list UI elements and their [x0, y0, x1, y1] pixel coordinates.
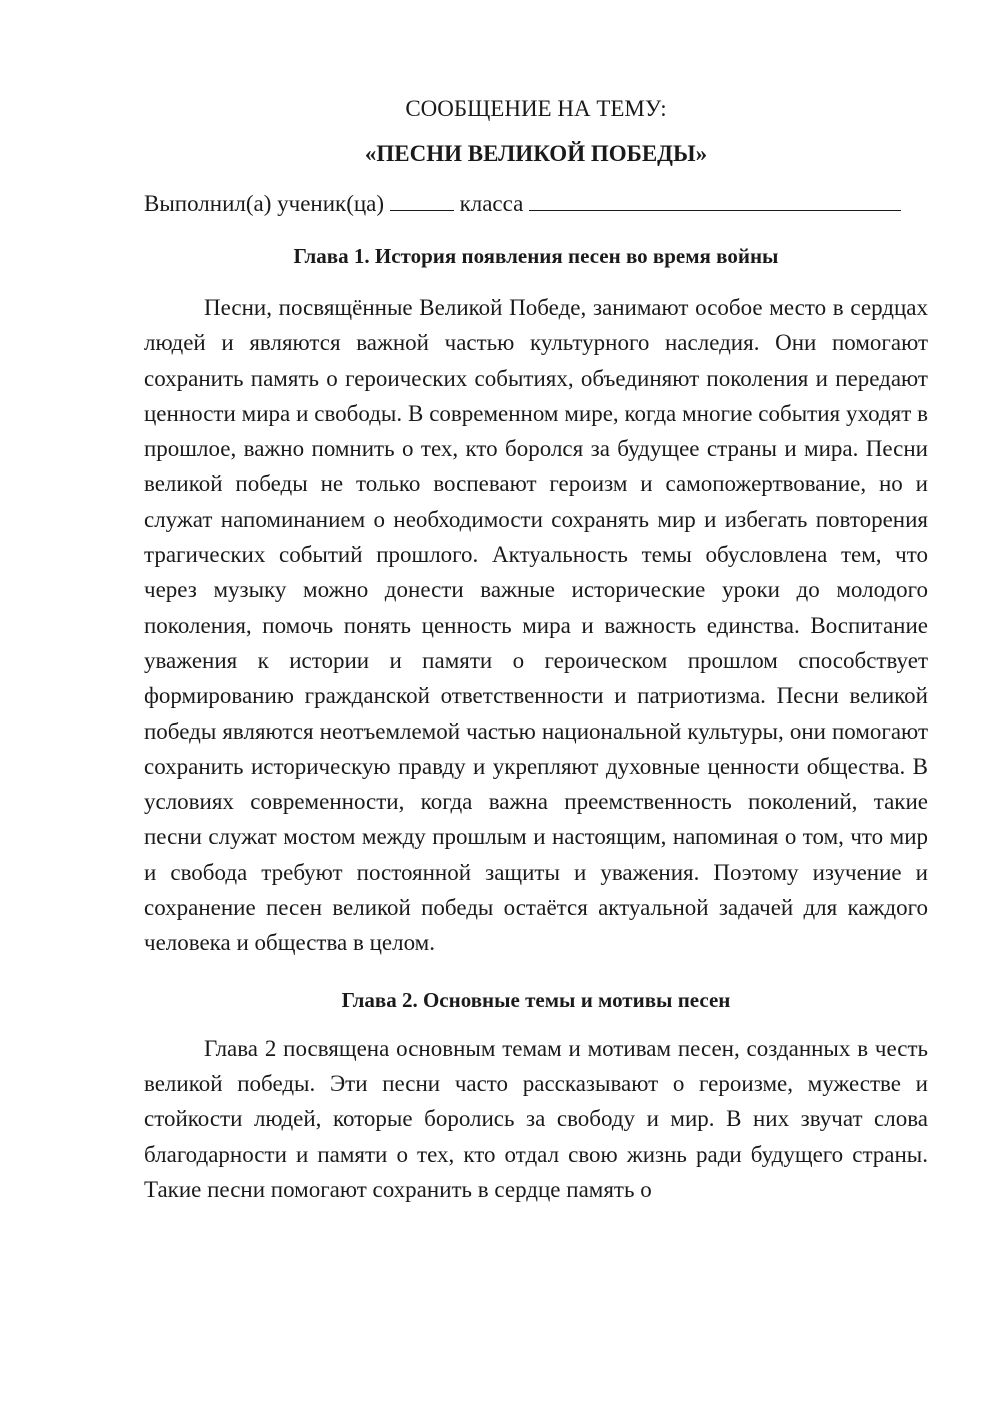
- author-prefix: Выполнил(а) ученик(ца): [144, 191, 385, 216]
- chapter-2-heading: Глава 2. Основные темы и мотивы песен: [341, 987, 731, 1012]
- document-title: «ПЕСНИ ВЕЛИКОЙ ПОБЕДЫ»: [364, 141, 708, 166]
- author-line: [144, 187, 928, 221]
- chapter-1-heading: Глава 1. История появления песен во время войны: [293, 244, 779, 268]
- chapter-2-paragraph: Глава 2 посвящена основным темам и мотивам песен, созданных в честь великой победы. Эти песни часто рассказывают о героизме, мужестве и стойкости людей, которые боролись за свободу и мир. В них звучат слова благодарности и памяти о тех, кто отдал свою жизнь ради будущего страны. Такие песни помогают сохранить в сердце память о: [144, 1035, 928, 1202]
- chapter-1-paragraph: Песни, посвящённые Великой Победе, занимают особое место в сердцах людей и являются важной частью культурного наследия. Они помогают сохранить память о героических событиях, объединяют поколения и передают ценности мира и свободы. В современном мире, когда многие события уходят в прошлое, важно помнить о тех, кто боролся за будущее страны и мира. Песни великой победы не только воспевают героизм и самопожертвование, но и служат напоминанием о необходимости сохранять мир и избегать повторения трагических событий прошлого. Актуальность темы обусловлена тем, что через музыку можно донести важные исторические уроки до молодого поколения, помочь понять ценность мира и важность единства. Воспитание уважения к истории и памяти о героическом прошлом способствует формированию гражданской ответственности и патриотизма. Песни великой победы являются неотъемлемой частью национальной культуры, они помогают сохранить историческую правду и укрепляют духовные ценности общества. В условиях современности, когда важна преемственность поколений, такие песни служат мостом между прошлым и настоящим, напоминая о том, что мир и свобода требуют постоянной защиты и уважения. Поэтому изучение и сохранение песен великой победы остаётся актуальной задачей для каждого человека и общества в целом.: [144, 295, 928, 956]
- student-name-blank-field: [529, 188, 901, 211]
- grade-blank-field: [390, 188, 454, 211]
- document-body: [144, 92, 928, 1207]
- topic-label: СООБЩЕНИЕ НА ТЕМУ:: [405, 96, 667, 121]
- class-label: класса: [459, 191, 524, 216]
